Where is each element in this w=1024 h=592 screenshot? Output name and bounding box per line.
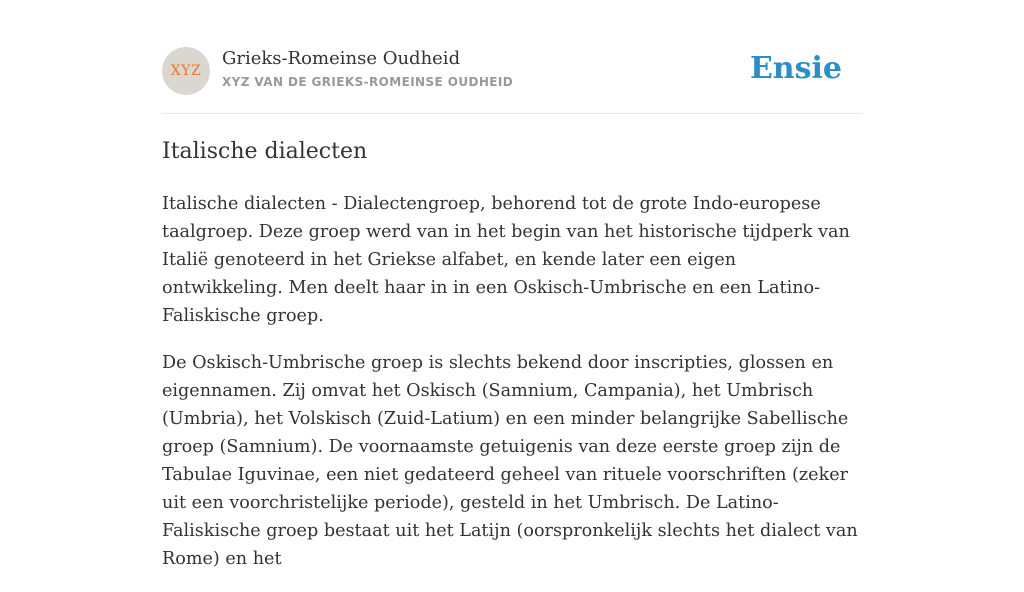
header-divider [162, 113, 862, 114]
ensie-logo-link[interactable]: Ensie [749, 51, 842, 86]
source-title-link[interactable]: Grieks-Romeinse Oudheid [222, 48, 461, 69]
article-body [162, 190, 862, 592]
source-avatar[interactable]: XYZ [162, 47, 210, 95]
article-paragraph: De Oskisch-Umbrische groep is slechts bekend door inscripties, glossen en eigennamen. Zij omvat het Oskisch (Samnium, Campania), het Umbrisch (Umbria), het Volskisch (Zuid-Latium) en een minder belangrijke Sabellische groep (Samnium). De voornaamste getuigenis van deze eerste groep zijn de Tabulae Iguvinae, een niet gedateerd geheel van rituele voorschriften (zeker uit een voorchristelijke periode), gesteld in het Umbrisch. De Latino-Faliskische groep bestaat uit het Latijn (oorspronkelijk slechts het dialect van Rome) en het [162, 353, 858, 569]
source-subtitle-link[interactable]: XYZ VAN DE GRIEKS-ROMEINSE OUDHEID [222, 75, 514, 89]
article-paragraph: Italische dialecten - Dialectengroep, behorend tot de grote Indo-europese taalgroep. Deze groep werd van in het begin van het historische tijdperk van Italië genoteerd in het Griekse alfabet, en kende later een eigen ontwikkeling. Men deelt haar in in een Oskisch-Umbrische en een Latino-Faliskische groep. [162, 194, 850, 326]
source-header [162, 47, 862, 95]
article-title: Italische dialecten [162, 139, 368, 164]
